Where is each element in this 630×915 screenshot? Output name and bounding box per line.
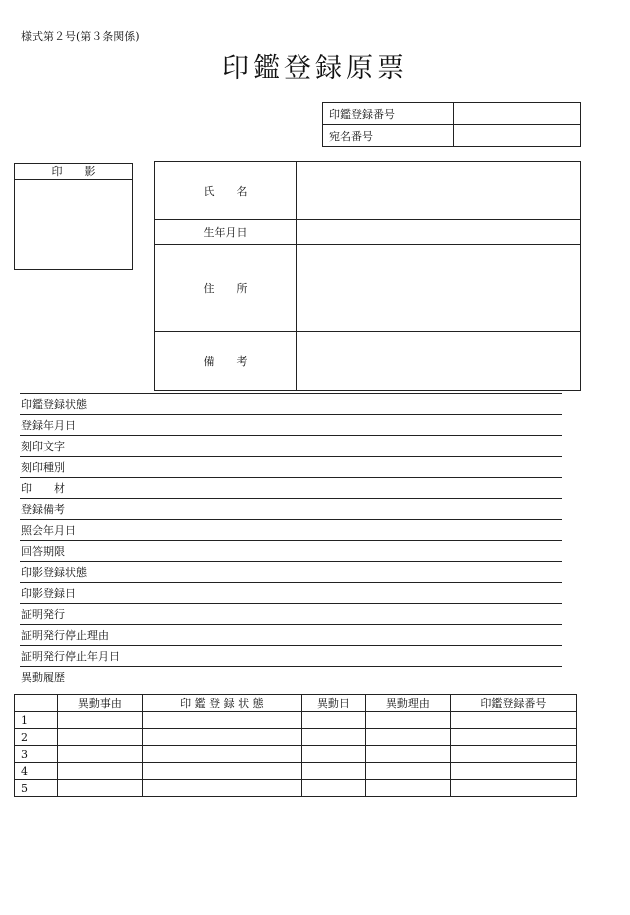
table-cell[interactable]: [58, 746, 143, 763]
table-row: [155, 220, 581, 245]
row-number: 4: [15, 763, 58, 780]
field-change-history-heading: 異動履歴: [20, 666, 562, 687]
seal-impression-label: 印 影: [15, 164, 132, 180]
field-issuance-stop-reason: 証明発行停止理由: [20, 624, 562, 645]
table-cell[interactable]: [58, 763, 143, 780]
address-number-label: 宛名番号: [323, 125, 454, 147]
table-cell[interactable]: [142, 746, 301, 763]
field-engraving-type: 刻印種別: [20, 456, 562, 477]
name-label: 氏 名: [155, 162, 297, 220]
field-impression-registration-date: 印影登録日: [20, 582, 562, 603]
form-reference: 様式第２号(第３条関係): [21, 30, 140, 43]
table-row: [323, 125, 581, 147]
table-row: [15, 712, 577, 729]
table-cell[interactable]: [365, 780, 450, 797]
table-row: [15, 780, 577, 797]
field-registration-remarks: 登録備考: [20, 498, 562, 519]
table-header-row: [15, 695, 577, 712]
table-cell[interactable]: [142, 729, 301, 746]
page-title: 印鑑登録原票: [222, 53, 408, 84]
table-row: [15, 763, 577, 780]
table-cell[interactable]: [58, 780, 143, 797]
row-number: 1: [15, 712, 58, 729]
table-row: [15, 729, 577, 746]
column-header-change-cause: 異動事由: [58, 695, 143, 712]
table-cell[interactable]: [365, 712, 450, 729]
field-impression-registration-status: 印影登録状態: [20, 561, 562, 582]
registration-table: [322, 102, 581, 147]
personal-info-table: [154, 161, 581, 391]
birthdate-field[interactable]: [297, 220, 581, 245]
seal-registration-number-label: 印鑑登録番号: [323, 103, 454, 125]
seal-registration-number-field[interactable]: [454, 103, 581, 125]
table-cell[interactable]: [301, 712, 365, 729]
table-cell[interactable]: [301, 746, 365, 763]
table-row: [155, 332, 581, 391]
row-number: 3: [15, 746, 58, 763]
address-number-field[interactable]: [454, 125, 581, 147]
table-cell[interactable]: [301, 763, 365, 780]
table-cell[interactable]: [365, 729, 450, 746]
field-engraved-characters: 刻印文字: [20, 435, 562, 456]
column-header-registration-number: 印鑑登録番号: [450, 695, 576, 712]
remarks-label: 備 考: [155, 332, 297, 391]
seal-impression-box: [14, 163, 133, 270]
table-cell[interactable]: [450, 729, 576, 746]
column-header-change-date: 異動日: [301, 695, 365, 712]
table-cell[interactable]: [142, 763, 301, 780]
table-cell[interactable]: [365, 746, 450, 763]
registration-field-list: [20, 393, 562, 687]
table-cell[interactable]: [450, 763, 576, 780]
remarks-field[interactable]: [297, 332, 581, 391]
table-cell[interactable]: [58, 712, 143, 729]
row-number: 5: [15, 780, 58, 797]
address-field[interactable]: [297, 245, 581, 332]
table-cell[interactable]: [450, 712, 576, 729]
name-field[interactable]: [297, 162, 581, 220]
column-header-registration-status: 印 鑑 登 録 状 態: [142, 695, 301, 712]
table-row: [155, 245, 581, 332]
row-number: 2: [15, 729, 58, 746]
change-history-table: [14, 694, 577, 797]
table-cell[interactable]: [450, 780, 576, 797]
table-cell[interactable]: [142, 780, 301, 797]
table-row: [155, 162, 581, 220]
address-label: 住 所: [155, 245, 297, 332]
table-row: [323, 103, 581, 125]
birthdate-label: 生年月日: [155, 220, 297, 245]
table-cell[interactable]: [58, 729, 143, 746]
field-response-deadline: 回答期限: [20, 540, 562, 561]
table-row: [15, 746, 577, 763]
field-inquiry-date: 照会年月日: [20, 519, 562, 540]
table-cell[interactable]: [450, 746, 576, 763]
field-registration-date: 登録年月日: [20, 414, 562, 435]
field-certificate-issuance: 証明発行: [20, 603, 562, 624]
field-issuance-stop-date: 証明発行停止年月日: [20, 645, 562, 666]
table-cell[interactable]: [301, 780, 365, 797]
table-cell[interactable]: [142, 712, 301, 729]
field-seal-registration-status: 印鑑登録状態: [20, 393, 562, 414]
field-seal-material: 印 材: [20, 477, 562, 498]
column-header-change-reason: 異動理由: [365, 695, 450, 712]
table-cell[interactable]: [301, 729, 365, 746]
table-cell[interactable]: [365, 763, 450, 780]
column-header-number: [15, 695, 58, 712]
